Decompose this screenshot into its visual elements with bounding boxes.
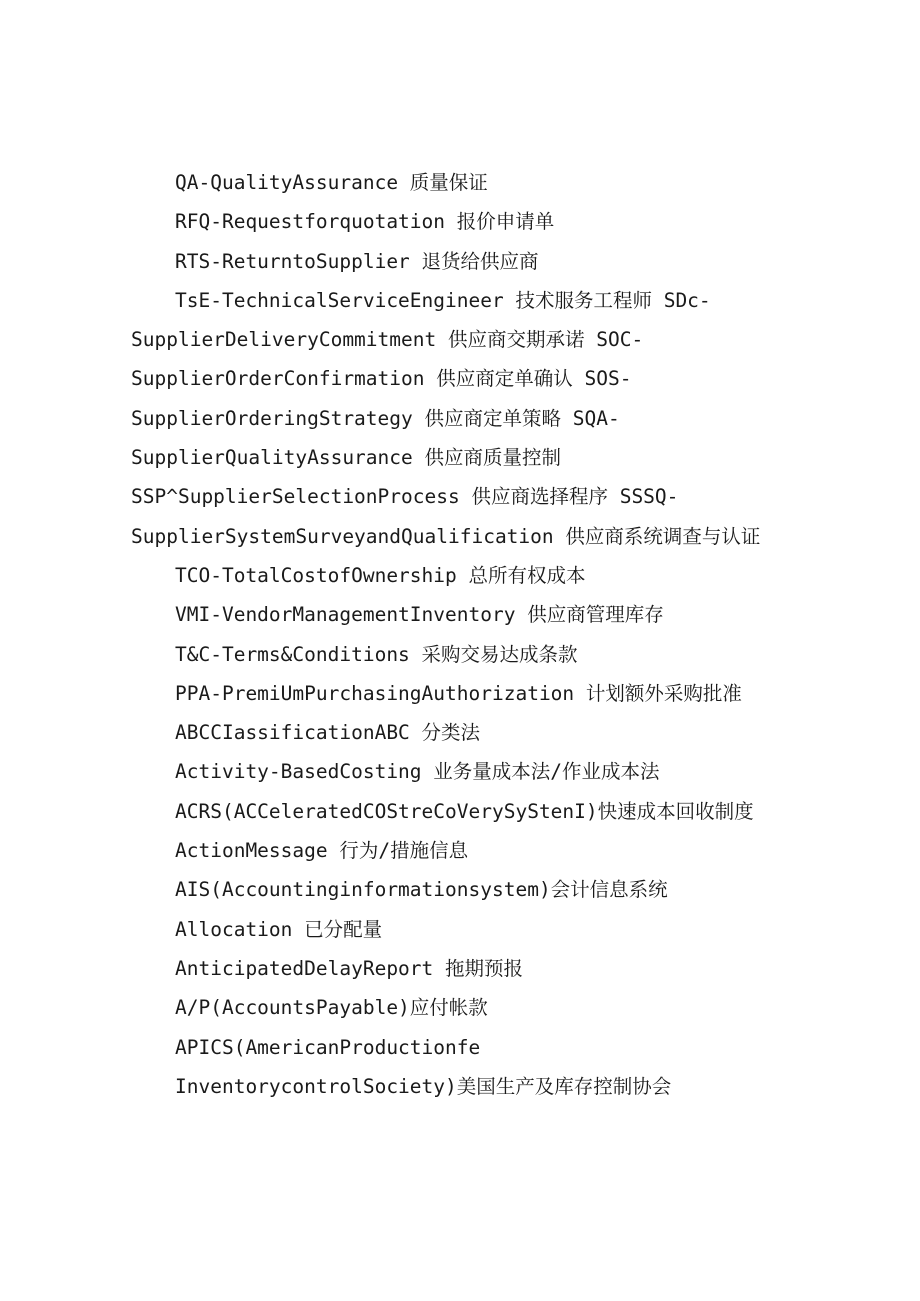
text-line: PPA-PremiUmPurchasingAuthorization 计划额外采购批准	[175, 681, 742, 705]
text-line: RTS-ReturntoSupplier 退货给供应商	[175, 249, 539, 273]
text-line: SupplierDeliveryCommitment 供应商交期承诺 SOC-	[131, 328, 644, 352]
text-line: AnticipatedDelayReport 拖期预报	[175, 956, 524, 980]
text-line: Activity-BasedCosting 业务量成本法/作业成本法	[175, 760, 660, 784]
text-line: SSP^SupplierSelectionProcess 供应商选择程序 SSSQ-	[131, 485, 679, 509]
text-line: SupplierOrderingStrategy 供应商定单策略 SQA-	[131, 406, 620, 430]
text-line: QA-QualityAssurance 质量保证	[175, 171, 488, 194]
text-line: AIS(Accountinginformationsystem)会计信息系统	[175, 878, 668, 902]
text-line: SupplierQualityAssurance 供应商质量控制	[131, 446, 561, 470]
text-line: RFQ-Requestforquotation 报价申请单	[175, 210, 555, 234]
text-line: APICS(AmericanProductionfe	[175, 1035, 481, 1059]
text-line: ACRS(ACCeleratedCOStreCoVerySyStenI)快速成本回收制度	[175, 799, 754, 823]
text-line: Allocation 已分配量	[175, 917, 383, 941]
text-line: SupplierSystemSurveyandQualification 供应商系统调查与认证	[131, 524, 761, 548]
text-line: InventorycontrolSociety)美国生产及库存控制协会	[175, 1074, 672, 1098]
text-line: ActionMessage 行为/措施信息	[175, 839, 469, 863]
text-line: TsE-TechnicalServiceEngineer 技术服务工程师 SDc-	[175, 288, 711, 312]
text-line: A/P(AccountsPayable)应付帐款	[175, 996, 488, 1020]
text-line: SupplierOrderConfirmation 供应商定单确认 SOS-	[131, 367, 632, 391]
glossary-text-block	[131, 163, 791, 1106]
text-line: ABCCIassificationABC 分类法	[175, 721, 481, 745]
text-line: VMI-VendorManagementInventory 供应商管理库存	[175, 603, 664, 627]
text-line: TCO-TotalCostofOwnership 总所有权成本	[175, 563, 586, 587]
text-line: T&C-Terms&Conditions 采购交易达成条款	[175, 642, 578, 666]
